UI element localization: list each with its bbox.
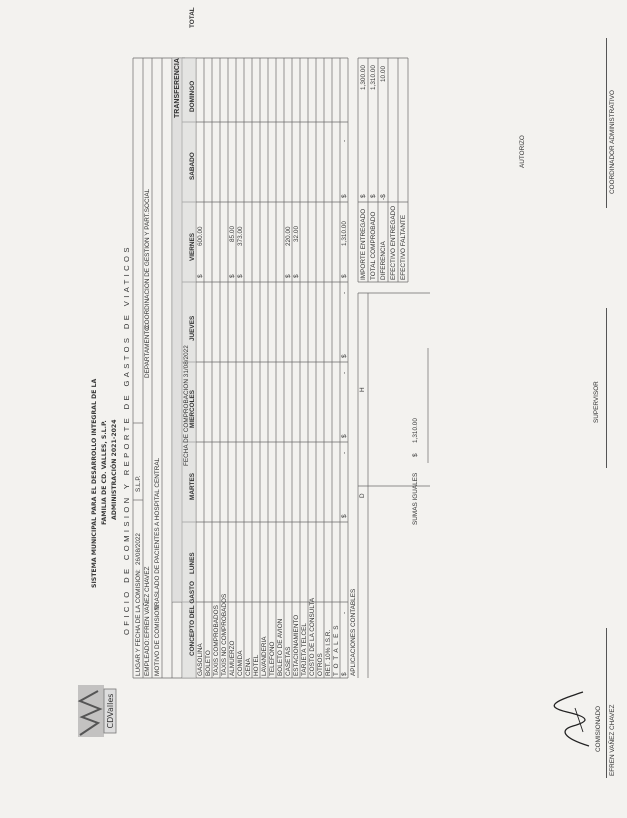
- total-jueves: -: [341, 371, 348, 374]
- summary-label: IMPORTE ENTREGADO: [360, 208, 367, 280]
- depto-value: COORDINACION DE GESTION Y PART.SOCIAL: [144, 188, 151, 329]
- debe-label: D: [359, 493, 366, 498]
- fecha-comprobacion: FECHA DE COMPROBACION 31/08/2022: [183, 345, 190, 466]
- nombre-comisionado: EFREN VAÑEZ CHAVEZ: [609, 704, 616, 776]
- summary-label: DIFERENCIA: [380, 241, 387, 280]
- motivo-value: TRASLADO DE PACIENTES A HOSPITAL CENTRAL: [154, 457, 161, 610]
- currency-sign: $: [229, 274, 236, 278]
- fecha-value: 26/08/2022: [135, 533, 142, 565]
- row-label: GASOLINA: [197, 643, 204, 676]
- row-label: CASETAS: [285, 646, 292, 676]
- logo-text: CDValles: [106, 693, 115, 729]
- sumas-value: 1,310.00: [412, 418, 419, 443]
- col-lunes: LUNES: [189, 552, 196, 574]
- row-label: LAVANDERIA: [261, 636, 268, 676]
- sumas-label: SUMAS IGUALES: [412, 472, 419, 525]
- row-label: TAXIS COMPROBADOS: [213, 605, 220, 676]
- total-viernes-dash: -: [341, 291, 348, 294]
- summary-currency: $: [370, 194, 377, 198]
- currency-sign: $: [237, 274, 244, 278]
- row-label: TAXIS NO COMPROBADOS: [221, 593, 228, 676]
- motivo-label: MOTIVO DE COMISION:: [154, 604, 161, 676]
- currency-sign: $: [341, 514, 348, 518]
- form-subtitle: OFICIO DE COMISION Y REPORTE DE GASTOS DE VIATICOS: [122, 244, 131, 635]
- header-line-2: FAMILIA DE CD. VALLES, S.L.P.: [101, 420, 108, 525]
- row-label: ALMUERZO: [229, 640, 236, 676]
- currency-sign: $: [341, 274, 348, 278]
- supervisor-label: SUPERVISOR: [593, 381, 600, 423]
- row-label: TELEFONO: [269, 641, 276, 676]
- cell-value: 85.00: [229, 226, 236, 242]
- header-line-3: ADMINISTRACIÓN 2021-2024: [111, 419, 118, 520]
- total-sabado: -: [341, 139, 348, 142]
- row-label: HOTEL: [253, 654, 260, 676]
- col-concepto: CONCEPTO DEL GASTO: [189, 581, 196, 656]
- total-miercoles: -: [341, 451, 348, 454]
- summary-label: EFECTIVO ENTREGADO: [390, 205, 397, 280]
- autorizo-label: AUTORIZO: [519, 135, 526, 168]
- summary-value: 10.00: [380, 66, 387, 82]
- currency-sign: $: [197, 274, 204, 278]
- currency-sign: $: [412, 453, 419, 457]
- currency-sign: $: [341, 194, 348, 198]
- empleado-label: EMPLEADO:: [144, 638, 151, 676]
- col-miercoles: MIERCOLES: [189, 390, 196, 428]
- lugar-label: LUGAR Y FECHA DE LA COMISION:: [135, 569, 142, 676]
- lugar-value: S.L.P.: [135, 475, 142, 492]
- row-label: TARJETA TELCEL: [301, 623, 308, 676]
- currency-sign: $: [341, 354, 348, 358]
- coordinador-label: COORDINADOR ADMINISTRATIVO: [609, 90, 616, 194]
- row-label: COSTO DE LA CONSULTA: [309, 597, 316, 676]
- signature-line: [606, 308, 607, 468]
- total-lunes: -: [341, 611, 348, 614]
- currency-sign: $: [341, 672, 348, 676]
- depto-label: DEPARTAMENTO:: [144, 324, 151, 378]
- col-viernes: VIERNES: [189, 232, 196, 261]
- summary-currency: $: [360, 194, 367, 198]
- transferencia-label: TRANSFERENCIA: [174, 58, 181, 118]
- empleado-value: EFREN VAÑEZ CHAVEZ: [144, 566, 151, 638]
- cell-value: 220.00: [285, 226, 292, 246]
- cell-value: 373.00: [237, 226, 244, 246]
- row-label: ESTACIONAMIENTO: [293, 614, 300, 676]
- summary-value: 1,300.00: [360, 65, 367, 90]
- aplicaciones-label: APLICACIONES CONTABLES: [350, 588, 357, 676]
- col-total: TOTAL: [189, 7, 196, 28]
- comisionado-label: COMISIONADO: [595, 705, 602, 752]
- signature-line: [606, 38, 607, 208]
- signature-icon: [553, 684, 597, 752]
- cell-value: 600.00: [197, 226, 204, 246]
- row-label: OTROS: [317, 653, 324, 676]
- row-label: BOLETO DE AVION: [277, 618, 284, 676]
- cell-value: 32.00: [293, 226, 300, 242]
- summary-value: 1,310.00: [370, 65, 377, 90]
- total-viernes: 1,310.00: [341, 221, 348, 246]
- col-sabado: SABADO: [189, 152, 196, 180]
- summary-label: EFECTIVO FALTANTE: [400, 214, 407, 280]
- row-label: T O T A L E S: [333, 624, 340, 676]
- col-jueves: JUEVES: [189, 315, 196, 341]
- summary-currency: -$: [380, 194, 387, 200]
- currency-sign: $: [293, 274, 300, 278]
- row-label: BOLETO: [205, 650, 212, 676]
- row-label: CENA: [245, 658, 252, 676]
- signature-line: [606, 628, 607, 778]
- summary-label: TOTAL COMPROBADO: [370, 211, 377, 280]
- col-martes: MARTES: [189, 473, 196, 500]
- col-domingo: DOMINGO: [189, 80, 196, 112]
- currency-sign: $: [285, 274, 292, 278]
- row-label: COMIDA: [237, 650, 244, 676]
- haber-label: H: [359, 387, 366, 392]
- header-line-1: SISTEMA MUNICIPAL PARA EL DESARROLLO INTEGRAL DE LA: [91, 378, 98, 588]
- currency-sign: $: [341, 434, 348, 438]
- row-label: RET. 10% I.S.R.: [325, 629, 332, 676]
